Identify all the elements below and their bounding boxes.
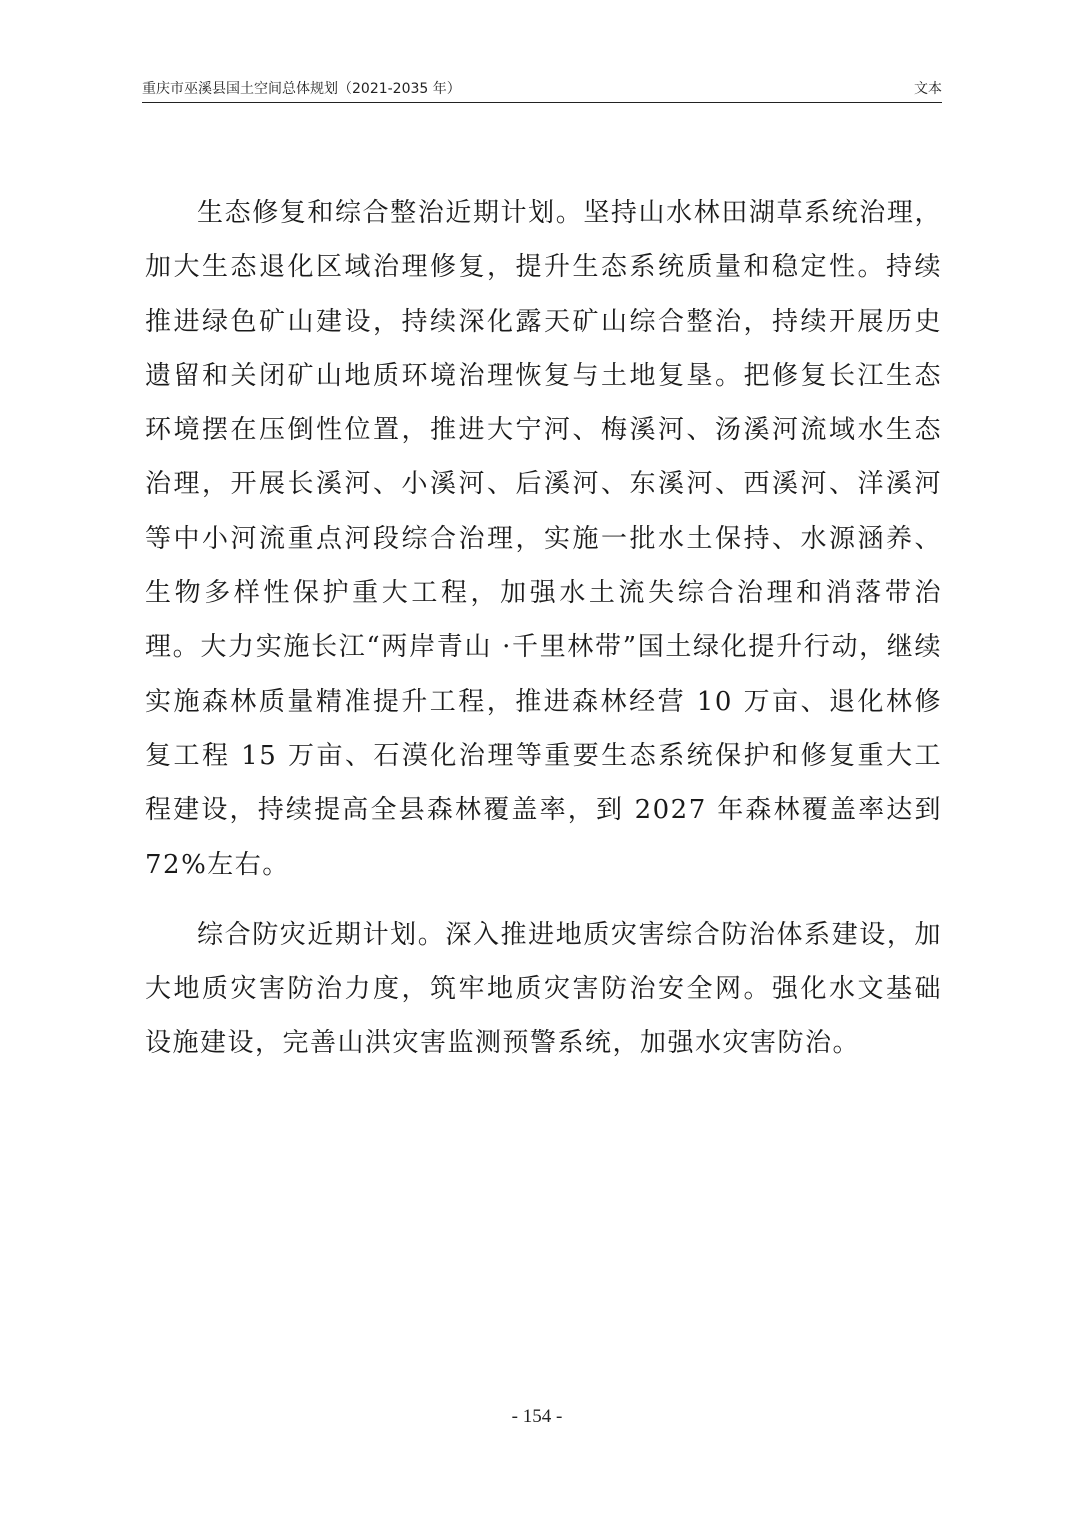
paragraph-ecological-restoration: 生态修复和综合整治近期计划。坚持山水林田湖草系统治理，加大生态退化区域治理修复，提升生态系统质量和稳定性。持续推进绿色矿山建设，持续深化露天矿山综合整治，持续开展历史遗留和关闭矿山地质环境治理恢复与土地复垦。把修复长江生态环境摆在压倒性位置，推进大宁河、梅溪河、汤溪河流域水生态治理，开展长溪河、小溪河、后溪河、东溪河、西溪河、洋溪河等中小河流重点河段综合治理，实施一批水土保持、水源涵养、生物多样性保护重大工程，加强水土流失综合治理和消落带治理。大力实施长江“两岸青山 ·千里林带”国土绿化提升行动，继续实施森林质量精准提升工程，推进森林经营 10 万亩、退化林修复工程 15 万亩、石漠化治理等重要生态系统保护和修复重大工程建设，持续提高全县森林覆盖率，到 2027 年森林覆盖率达到 72%左右。 <box>145 198 942 880</box>
page-number: - 154 - <box>511 1406 563 1427</box>
body-content <box>145 186 942 1087</box>
paragraph-disaster-prevention: 综合防灾近期计划。深入推进地质灾害综合防治体系建设，加大地质灾害防治力度，筑牢地质灾害防治安全网。强化水文基础设施建设，完善山洪灾害监测预警系统，加强水灾害防治。 <box>145 919 942 1059</box>
document-type-label: 文本 <box>914 81 942 97</box>
page-header <box>142 74 942 103</box>
document-title: 重庆市巫溪县国土空间总体规划（2021-2035 年） <box>142 81 461 97</box>
